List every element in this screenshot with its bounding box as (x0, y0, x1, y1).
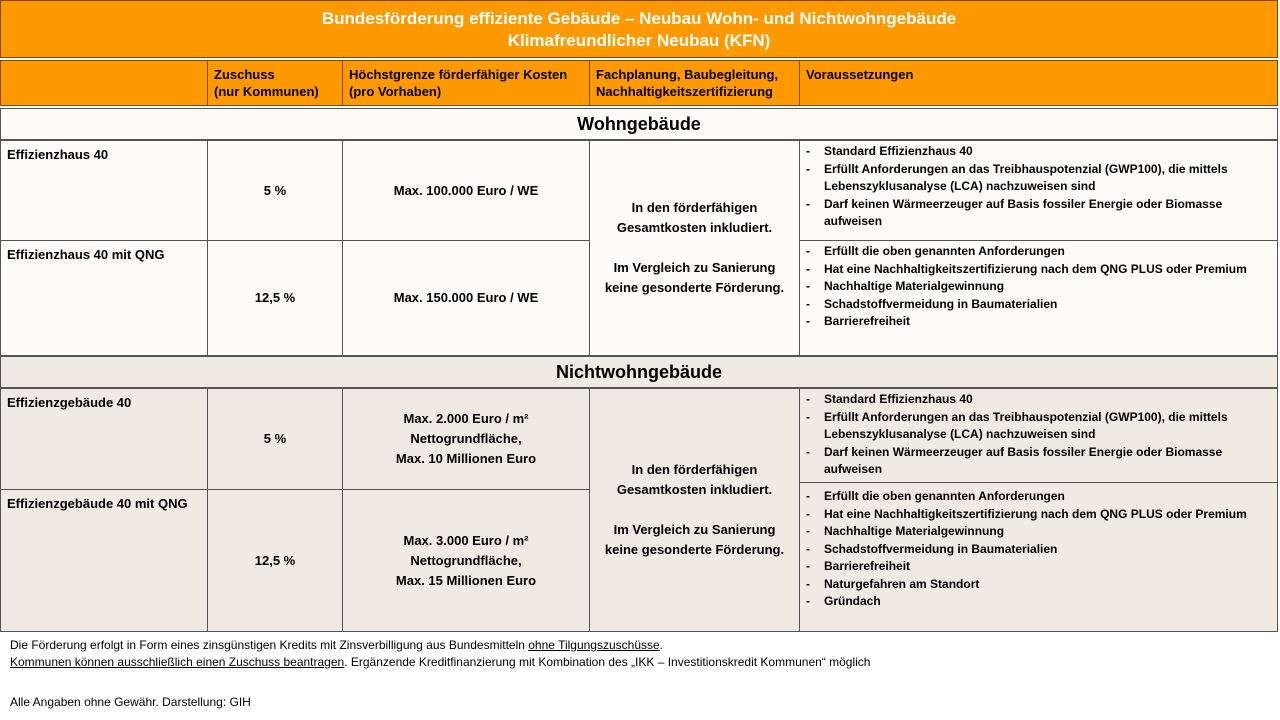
section-heading-wohngebaeude: Wohngebäude (0, 108, 1278, 140)
kosten-value: Max. 100.000 Euro / WE (342, 140, 590, 241)
requirement-item: - Erfüllt Anforderungen an das Treibhauspotenzial (GWP100), die mittels Lebenszyklusanalyse (LCA) nachzuweisen sind (806, 409, 1273, 444)
kosten-line: Nettogrundfläche, (410, 431, 522, 446)
requirement-item: - Schadstoffvermeidung in Baumaterialien (806, 296, 1273, 314)
fachplanung-text-a: In den förderfähigen Gesamtkosten inkludiert. (616, 200, 773, 235)
requirement-item: - Hat eine Nachhaltigkeitszertifizierung nach dem QNG PLUS oder Premium (806, 261, 1273, 279)
kosten-line: Max. 3.000 Euro / m² (403, 532, 529, 548)
footnote-text: . (659, 638, 664, 652)
requirement-item: - Naturgefahren am Standort (806, 576, 1273, 594)
kosten-line: Max. 2.000 Euro / m² (403, 411, 529, 426)
header-empty (0, 60, 208, 106)
requirement-item: - Erfüllt die oben genannten Anforderungen (806, 243, 1273, 261)
footnote-text: . Ergänzende Kreditfinanzierung mit Kombination des „IKK – Investitionskredit Kommunen“ möglich (344, 655, 871, 669)
header-zuschuss-line1: Zuschuss (214, 67, 275, 82)
requirement-item: - Nachhaltige Materialgewinnung (806, 523, 1273, 541)
footnote-underlined: Kommunen können ausschließlich einen Zuschuss beantragen (10, 655, 345, 669)
requirements-list (800, 389, 1277, 479)
fachplanung-cell-nichtwohn (589, 388, 800, 632)
requirement-item: - Schadstoffvermeidung in Baumaterialien (806, 541, 1273, 559)
requirement-item: - Hat eine Nachhaltigkeitszertifizierung nach dem QNG PLUS oder Premium (806, 506, 1273, 524)
requirement-item: - Gründach (806, 593, 1273, 611)
header-fachplanung-line2: Nachhaltigkeitszertifizierung (596, 84, 773, 99)
requirements-list (800, 241, 1277, 331)
header-kosten (342, 60, 590, 106)
fachplanung-cell-wohn (589, 140, 800, 356)
zuschuss-value: 5 % (207, 140, 343, 241)
header-zuschuss (207, 60, 343, 106)
footnote-line-1 (10, 637, 663, 653)
requirement-item: - Erfüllt die oben genannten Anforderungen (806, 488, 1273, 506)
footnote-line-2 (10, 654, 870, 670)
header-voraussetzungen: Voraussetzungen (799, 60, 1278, 106)
zuschuss-value: 5 % (207, 388, 343, 490)
fachplanung-text-a: In den förderfähigen Gesamtkosten inkludiert. (616, 462, 773, 497)
kosten-value (342, 388, 590, 490)
header-kosten-line2: (pro Vorhaben) (349, 84, 442, 99)
zuschuss-value: 12,5 % (207, 489, 343, 632)
requirement-item: - Barrierefreiheit (806, 313, 1273, 331)
requirements-cell (799, 140, 1278, 241)
requirements-list (800, 141, 1277, 231)
requirement-item: - Erfüllt Anforderungen an das Treibhauspotenzial (GWP100), die mittels Lebenszyklusanalyse (LCA) nachzuweisen sind (806, 161, 1273, 196)
requirement-item: - Darf keinen Wärmeerzeuger auf Basis fossiler Energie oder Biomasse aufweisen (806, 444, 1273, 479)
footnote-text: Die Förderung erfolgt in Form eines zinsgünstigen Kredits mit Zinsverbilligung aus Bundesmitteln (10, 638, 529, 652)
header-fachplanung-line1: Fachplanung, Baubegleitung, (596, 67, 778, 82)
title-line-2: Klimafreundlicher Neubau (KFN) (507, 31, 771, 50)
header-fachplanung (589, 60, 800, 106)
row-label-effizienzgebaeude-40: Effizienzgebäude 40 (0, 388, 208, 490)
requirements-cell (799, 240, 1278, 356)
table-title (0, 0, 1278, 58)
footnote-underlined: ohne Tilgungszuschüsse (528, 638, 660, 652)
requirements-cell (799, 388, 1278, 483)
requirements-list (800, 483, 1277, 611)
section-heading-nichtwohngebaeude: Nichtwohngebäude (0, 356, 1278, 388)
header-kosten-line1: Höchstgrenze förderfähiger Kosten (349, 67, 568, 82)
kosten-line: Max. 10 Millionen Euro (395, 451, 537, 466)
fachplanung-text-b: Im Vergleich zu Sanierung keine gesonderte Förderung. (604, 522, 785, 557)
requirement-item: - Nachhaltige Materialgewinnung (806, 278, 1273, 296)
requirement-item: - Standard Effizienzhaus 40 (806, 391, 1273, 409)
requirement-item: - Barrierefreiheit (806, 558, 1273, 576)
kosten-value (342, 489, 590, 632)
header-zuschuss-line2: (nur Kommunen) (214, 84, 319, 99)
requirement-item: - Darf keinen Wärmeerzeuger auf Basis fossiler Energie oder Biomasse aufweisen (806, 196, 1273, 231)
row-label-effizienzhaus-40-qng: Effizienzhaus 40 mit QNG (0, 240, 208, 356)
kosten-line: Max. 15 Millionen Euro (395, 572, 537, 588)
zuschuss-value: 12,5 % (207, 240, 343, 356)
row-label-effizienzgebaeude-40-qng: Effizienzgebäude 40 mit QNG (0, 489, 208, 632)
title-line-1: Bundesförderung effiziente Gebäude – Neubau Wohn- und Nichtwohngebäude (321, 9, 957, 28)
requirements-cell (799, 482, 1278, 632)
kosten-line: Nettogrundfläche, (410, 552, 522, 568)
requirement-item: - Standard Effizienzhaus 40 (806, 143, 1273, 161)
fachplanung-text-b: Im Vergleich zu Sanierung keine gesonderte Förderung. (604, 260, 785, 295)
footnote-source: Alle Angaben ohne Gewähr. Darstellung: GIH (10, 695, 251, 709)
kosten-value: Max. 150.000 Euro / WE (342, 240, 590, 356)
row-label-effizienzhaus-40: Effizienzhaus 40 (0, 140, 208, 241)
